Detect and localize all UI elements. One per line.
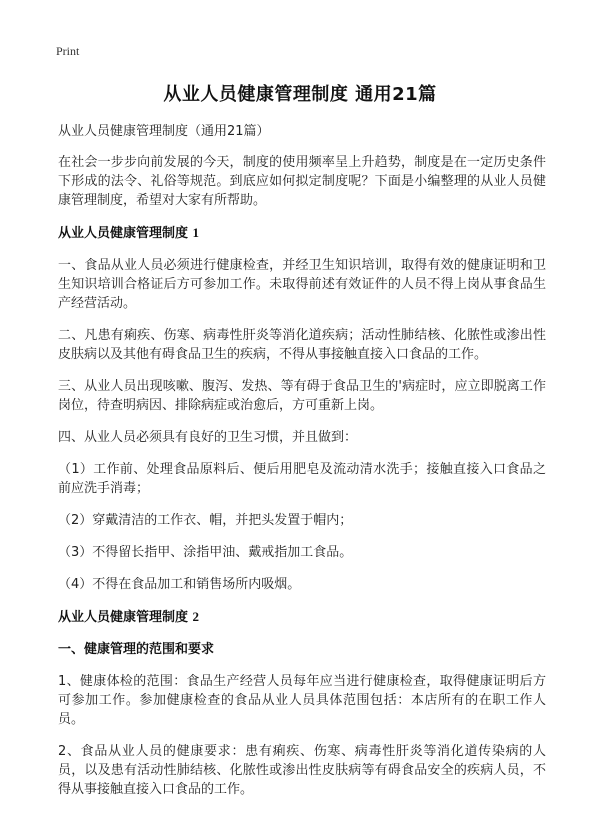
section-2-heading-number: 2 [192, 609, 200, 624]
section-2-heading-text: 从业人员健康管理制度 [58, 610, 189, 625]
section-1-paragraph: 二、凡患有痢疾、伤寒、病毒性肝炎等消化道疾病；活动性肺结核、化脓性或渗出性皮肤病以及其他有碍食品卫生的疾病，不得从事接触直接入口食品的工作。 [58, 328, 546, 362]
document-subtitle: 从业人员健康管理制度（通用21篇） [58, 124, 270, 139]
section-1-paragraph: 三、从业人员出现咳嗽、腹泻、发热、等有碍于食品卫生的'病症时，应立即脱离工作岗位，待查明病因、排除病症或治愈后，方可重新上岗。 [58, 379, 546, 413]
section-1-heading-number: 1 [192, 225, 200, 240]
section-1-list-item: （3）不得留长指甲、涂指甲油、戴戒指加工食品。 [58, 545, 353, 560]
section-1-heading [58, 223, 546, 243]
print-label: Print [56, 44, 80, 58]
section-2-subheading: 一、健康管理的范围和要求 [58, 642, 215, 657]
section-1-list-item: （2）穿戴清洁的工作衣、帽，并把头发置于帽内； [58, 513, 353, 528]
intro-paragraph: 在社会一步步向前发展的今天，制度的使用频率呈上升趋势，制度是在一定历史条件下形成的法令、礼俗等规范。到底应如何拟定制度呢？下面是小编整理的从业人员健康管理制度，希望对大家有所帮助。 [58, 155, 546, 208]
section-2-paragraph: 2、食品从业人员的健康要求：患有痢疾、伤寒、病毒性肝炎等消化道传染病的人员，以及患有活动性肺结核、化脓性或渗出性皮肤病等有碍食品安全的疾病人员，不得从事接触直接入口食品的工作。 [58, 744, 546, 797]
document-body [58, 122, 546, 812]
section-2-heading [58, 607, 546, 627]
section-1-heading-text: 从业人员健康管理制度 [58, 226, 189, 241]
section-1-list-item: （4）不得在食品加工和销售场所内吸烟。 [58, 577, 301, 592]
section-1-paragraph: 一、食品从业人员必须进行健康检查，并经卫生知识培训，取得有效的健康证明和卫生知识培训合格证后方可参加工作。未取得前述有效证件的人员不得上岗从事食品生产经营活动。 [58, 258, 546, 311]
section-1-paragraph: 四、从业人员必须具有良好的卫生习惯，并且做到： [58, 430, 358, 445]
section-1-list-item: （1）工作前、处理食品原料后、便后用肥皂及流动清水洗手；接触直接入口食品之前应洗手消毒； [58, 462, 546, 496]
section-2-paragraph: 1、健康体检的范围：食品生产经营人员每年应当进行健康检查，取得健康证明后方可参加工作。参加健康检查的食品从业人员具体范围包括：本店所有的在职工作人员。 [58, 674, 546, 727]
page-title: 从业人员健康管理制度 通用21篇 [163, 84, 437, 105]
